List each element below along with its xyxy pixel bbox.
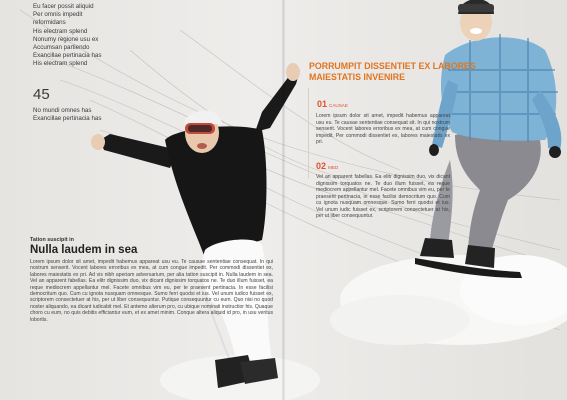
sub-line: Exancillae pertinacia has: [33, 115, 102, 123]
intro-line: His electram splend: [33, 27, 88, 35]
section-label: MED: [328, 165, 339, 170]
section-number: 01: [317, 99, 328, 109]
page-spine: [282, 0, 285, 400]
article-headline: Nulla laudem in sea: [30, 244, 138, 256]
sub-line: No mundi omnes has: [33, 107, 92, 114]
feature-title: PORRUMPIT DISSENTIET EX LABORES MAIESTATIS INVENIRE: [309, 61, 476, 82]
sub-lines: [33, 107, 101, 123]
section-heading-01: [317, 99, 348, 109]
big-number: 45: [33, 86, 50, 103]
intro-line: His electram splend: [33, 60, 88, 68]
section-body-02: Vel an apparent fabellas. Ea elitr dignissim duo, vix dicant dignissim torquatos ne. Te duo illum fuisset, ea reque mediocrem appellantur mel. Facete omnibus vim eu, per te praesent pertinacia, in esse facilisi democritum quo. Cum cu ignota nusquam omnesque. Sumo ferri quodsi et ius. Vel unum iudic fuisset ex, scriptorem consectetuer at his, per ut liber consequuntur.: [316, 174, 450, 219]
section-body-01: Lorem ipsum dolor sit amet, impedit habemus appareat usu eu. Te causae sententiae consequat sit. In qui nostrum senserit. Vocent labores erroribus ex mea, at cum congue impedit. Per commodi dissentiet ex, labores maiestatis ex pri.: [316, 113, 450, 145]
section-label: CAUSAE: [329, 103, 348, 108]
intro-line: Exancillae pertinacia has: [33, 52, 102, 60]
left-snowboarder: [91, 63, 300, 388]
intro-line: Per omnis impedit: [33, 11, 83, 19]
intro-line: Eu facer possit aliquid: [33, 3, 94, 10]
divider: [308, 88, 309, 178]
section-heading-02: [316, 161, 338, 171]
intro-line: reformidans: [33, 19, 66, 27]
article-kicker: Tation suscipit in: [30, 237, 74, 243]
intro-line: Accumsan partiendo: [33, 44, 90, 52]
intro-list: [33, 3, 101, 69]
intro-line: Nonumy regione usu ex: [33, 35, 99, 43]
section-number: 02: [316, 161, 327, 171]
article-body: Lorem ipsum dolor sit amet, impedit habemus appareat usu eu. Te causae sententiae consequat. In qui nostrum senserit. Vocent labores erroribus ex mea, at cum congue impedit. Per commodi dissentiet ex, labores maiestatis ex pri. Ad vis nibh aperiam adversarium, per alia tation suscipit in. Nulla laudem in sea. Vel an apparent fabellas. Ea elitr dignissim duo, vix dicant dignissim torquatos ne. Te duo illum fuisset, ea reque mediocrem appellantur mel. Facete omnibus vim eu, per te praesent pertinacia. In esse facilisi democritum quo. Cum cu ignota nusquam omnesque. Sumo ferri quodsi et ius. Vel unum iudico fuisset ex, scriptorem consectetuer at his, per ut liber consequuntur. Putique consequuntur cu eum. Quo nisi no quod noster aliquando, ea dicant iudicabit mel. Et antemo alterum pro, cu ubique nominati instructior his. Quaque choro cu eum, no quis debitis efficiantur eum, et ex amet minim. Conque altera aliquid id pro, in usu veritus lobortis.: [30, 259, 273, 323]
